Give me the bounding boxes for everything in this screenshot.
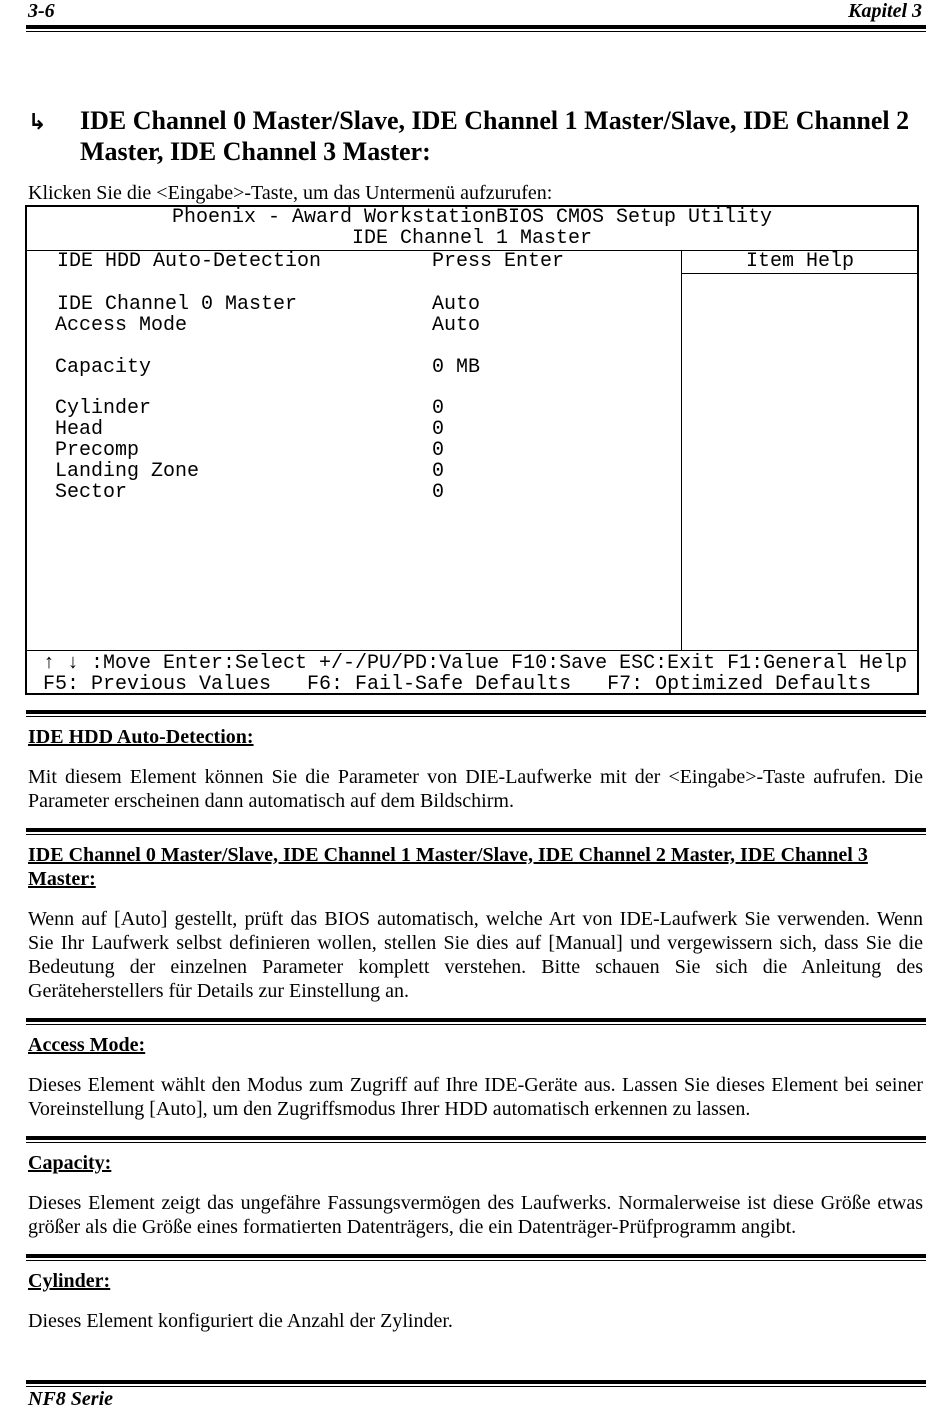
bios-screen [25,205,919,695]
bios-item-sector: Sector [55,481,128,504]
page-number: 3-6 [28,0,55,22]
footer-rule [26,1380,926,1387]
series-name: NF8 Serie [28,1388,113,1410]
bios-value-cylinder: 0 [432,397,445,420]
bios-item-ide-channel-0-master[interactable]: IDE Channel 0 Master [57,293,298,316]
desc-heading-ide-channels: IDE Channel 0 Master/Slave, IDE Channel 1 Master/Slave, IDE Channel 2 Master, IDE Channel 3 Master: [28,844,868,890]
desc-text-ide-channels: Wenn auf [Auto] gestellt, prüft das BIOS automatisch, welche Art von IDE-Laufwerk Sie verwenden. Wenn Sie Ihr Laufwerk selbst definieren wollen, stellen Sie dies auf [Manual] und vergewissern sich, dass Sie die Bedeutung der einzelnen Parameter komplett verstehen. Bitte schauen Sie sich die Anleitung des Geräteherstellers für Details zur Einstellung an. [28,908,923,1002]
section-rule [26,1136,926,1143]
arrow-icon: ↳ [28,110,47,135]
bios-item-landing-zone: Landing Zone [55,460,200,483]
desc-text-cylinder: Dieses Element konfiguriert die Anzahl der Zylinder. [28,1310,453,1332]
bios-item-ide-hdd-auto-detection[interactable]: IDE HDD Auto-Detection [57,250,322,273]
section-heading-text: IDE Channel 0 Master/Slave, IDE Channel 1 Master/Slave, IDE Channel 2 Master, IDE Channel 3 Master: [80,106,910,166]
bios-value-ide-channel-0-master[interactable]: Auto [432,293,481,316]
section-rule [26,1018,926,1025]
header-rule [26,25,926,32]
bios-title: Phoenix - Award WorkstationBIOS CMOS Setup Utility [171,206,773,229]
section-heading [28,105,928,167]
bios-value-ide-hdd-auto-detection[interactable]: Press Enter [432,250,565,273]
bios-item-precomp: Precomp [55,439,140,462]
desc-heading-access-mode: Access Mode: [28,1034,146,1056]
bios-value-precomp: 0 [432,439,445,462]
section-rule [26,828,926,835]
bios-value-sector: 0 [432,481,445,504]
bios-value-access-mode[interactable]: Auto [432,314,481,337]
desc-text-access-mode: Dieses Element wählt den Modus zum Zugriff auf Ihre IDE-Geräte aus. Lassen Sie dieses Element bei seiner Voreinstellung [Auto], um den Zugriffsmodus Ihrer HDD automatisch erkennen zu lassen. [28,1074,923,1120]
bios-key-legend-1: ↑ ↓ :Move Enter:Select +/-/PU/PD:Value F10:Save ESC:Exit F1:General Help [43,652,908,675]
item-help-divider [681,273,919,274]
bios-key-legend-2: F5: Previous Values F6: Fail-Safe Defaults F7: Optimized Defaults [43,673,872,696]
section-rule [26,710,926,717]
desc-text-ide-hdd-auto-detection: Mit diesem Element können Sie die Parameter von DIE-Laufwerke mit der <Eingabe>-Taste aufrufen. Die Parameter erscheinen dann automatisch auf dem Bildschirm. [28,766,923,812]
bios-item-cylinder: Cylinder [55,397,152,420]
section-rule [26,1254,926,1261]
bios-value-landing-zone: 0 [432,460,445,483]
bios-item-head: Head [55,418,104,441]
bios-item-capacity: Capacity [55,356,152,379]
bios-value-capacity: 0 MB [432,356,481,379]
bios-value-head: 0 [432,418,445,441]
chapter-title: Kapitel 3 [848,0,922,22]
bios-divider-vertical [681,250,682,650]
desc-text-capacity: Dieses Element zeigt das ungefähre Fassungsvermögen des Laufwerks. Normalerweise ist diese Größe etwas größer als die Größe eines formatierten Datenträgers, die ein Datenträger-Prüfprogramm angibt. [28,1192,923,1238]
bios-divider-bottom [27,650,917,651]
item-help-label: Item Help [745,250,855,273]
intro-text: Klicken Sie die <Eingabe>-Taste, um das Untermenü aufzurufen: [28,182,553,204]
bios-subtitle: IDE Channel 1 Master [351,227,593,250]
bios-item-access-mode[interactable]: Access Mode [55,314,188,337]
desc-heading-ide-hdd-auto-detection: IDE HDD Auto-Detection: [28,726,254,748]
desc-heading-cylinder: Cylinder: [28,1270,111,1292]
desc-heading-capacity: Capacity: [28,1152,112,1174]
